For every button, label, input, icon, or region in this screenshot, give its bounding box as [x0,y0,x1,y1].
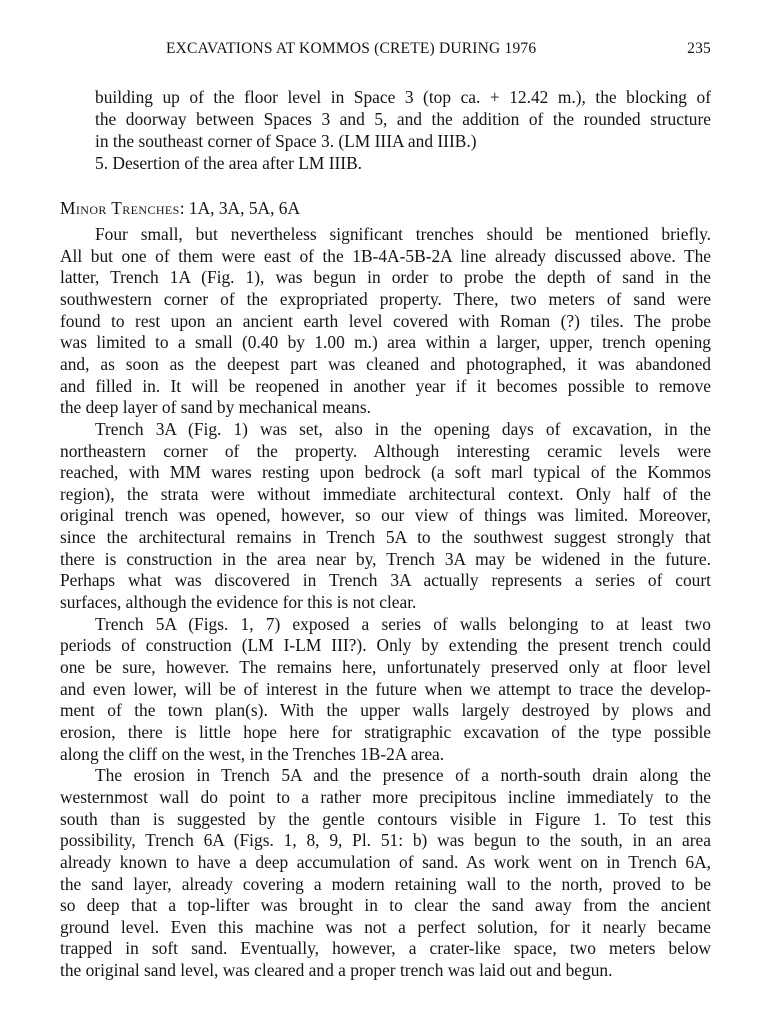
text-line: possibility, Trench 6A (Figs. 1, 8, 9, Pl. 51: b) was begun to the south, in an area [60,830,711,851]
text-line: northeastern corner of the property. Although interesting ceramic levels were [60,440,711,461]
text-line: along the cliff on the west, in the Trenches 1B-2A area. [60,743,445,764]
text-line: one be sure, however. The remains here, unfortunately preserved only at floor level [60,657,711,677]
text-line: and filled in. It will be reopened in another year if it becomes possible to remove [60,375,711,396]
text-line: and, as soon as the deepest part was cleaned and photographed, it was abandoned [60,353,711,374]
list-item-5: 5. Desertion of the area after LM IIIB. [95,153,363,173]
text-line: latter, Trench 1A (Fig. 1), was begun in order to probe the depth of sand in the [60,267,711,288]
text-line: All but one of them were east of the 1B-4A-5B-2A line already discussed above. The [60,245,711,266]
text-line: the deep layer of sand by mechanical means. [60,397,371,418]
text-line: ground level. Even this machine was not a perfect solution, for it nearly became [60,916,711,937]
text-line: found to rest upon an ancient earth level covered with Roman (?) tiles. The probe [60,310,711,331]
text-line: ment of the town plan(s). With the upper walls largely destroyed by plows and [60,700,711,721]
text-line: the doorway between Spaces 3 and 5, and the addition of the rounded structure [95,109,711,129]
text-line: already known to have a deep accumulation of sand. As work went on in Trench 6A, [60,851,711,872]
text-line: south than is suggested by the gentle contours visible in Figure 1. To test this [60,808,711,829]
text-line: and even lower, will be of interest in the future when we attempt to trace the develop- [60,678,711,699]
text-line: building up of the floor level in Space 3 (top ca. + 12.42 m.), the blocking of [95,87,711,107]
section-heading-trenches: : 1A, 3A, 5A, 6A [179,198,301,218]
text-line: Trench 3A (Fig. 1) was set, also in the opening days of excavation, in the [95,418,711,439]
section-heading-smallcaps: Minor Trenches [60,198,180,218]
text-line: was limited to a small (0.40 by 1.00 m.) area within a larger, upper, trench opening [60,332,711,353]
text-line: since the architectural remains in Trench 5A to the southwest suggest strongly that [60,527,711,548]
text-line: original trench was opened, however, so our view of things was limited. Moreover, [60,505,711,526]
text-line: the sand layer, already covering a modern retaining wall to the north, proved to be [60,873,711,894]
text-line: reached, with MM wares resting upon bedrock (a soft marl typical of the Kommos [60,462,711,483]
text-line: Perhaps what was discovered in Trench 3A actually represents a series of court [60,570,711,591]
text-line: erosion, there is little hope here for stratigraphic excavation of the type possible [60,721,711,742]
text-line: so deep that a top-lifter was brought in to clear the sand away from the ancient [60,895,711,916]
page-number: 235 [687,40,711,57]
text-line: westernmost wall do point to a rather more precipitous incline immediately to the [60,786,711,807]
text-line: in the southeast corner of Space 3. (LM IIIA and IIIB.) [95,131,477,151]
running-head [60,40,711,64]
text-line: surfaces, although the evidence for this is not clear. [60,592,417,613]
running-title: EXCAVATIONS AT KOMMOS (CRETE) DURING 1976 [166,40,537,57]
text-line: trapped in soft sand. Eventually, however, a crater-like space, two meters below [60,938,711,959]
text-line: region), the strata were without immediate architectural context. Only half of the [60,483,711,504]
text-line: southwestern corner of the expropriated property. There, two meters of sand were [60,288,711,309]
text-line: there is construction in the area near by, Trench 3A may be widened in the future. [60,548,711,569]
text-line: Four small, but nevertheless significant trenches should be mentioned briefly. [95,224,711,244]
text-line: periods of construction (LM I-LM III?). Only by extending the present trench could [60,635,711,656]
section-heading [60,198,300,219]
text-line: Trench 5A (Figs. 1, 7) exposed a series of walls belonging to at least two [95,613,711,634]
text-line: the original sand level, was cleared and a proper trench was laid out and begun. [60,960,613,981]
text-line: The erosion in Trench 5A and the presence of a north-south drain along the [95,765,711,786]
